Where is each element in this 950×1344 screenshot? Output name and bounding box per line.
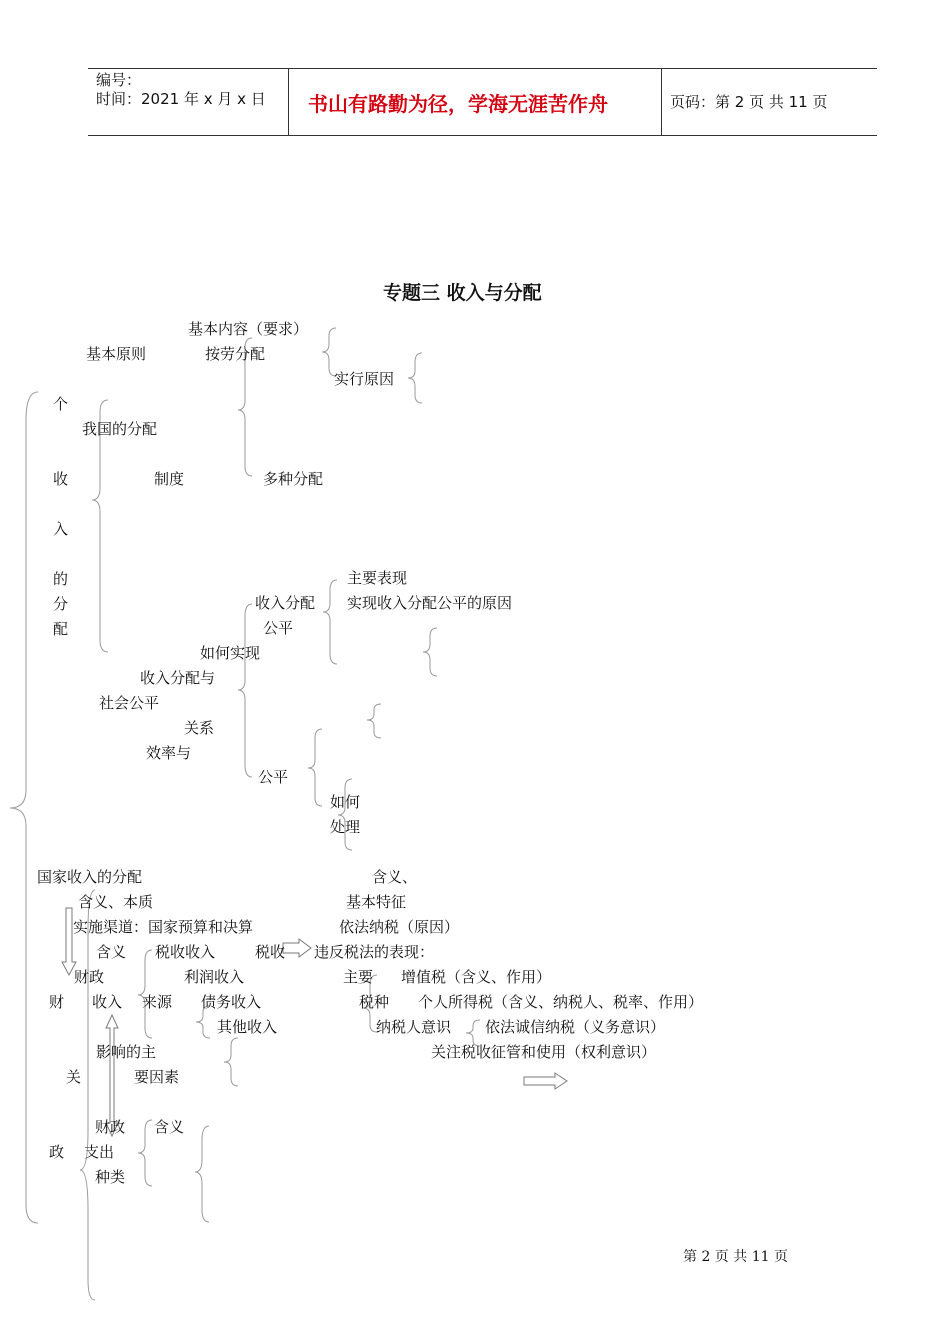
tax-meaning: 含义、 — [372, 868, 418, 886]
supervise: 关注税收征管和使用（权利意识） — [431, 1043, 657, 1061]
system-line1: 我国的分配 — [82, 420, 158, 438]
motto: 书山有路勤为径，学海无涯苦作舟 — [308, 92, 608, 116]
efficiency: 效率与 — [146, 744, 192, 762]
handle-line1: 如何 — [330, 793, 361, 811]
page-title: 专题三 收入与分配 — [383, 282, 542, 304]
vertical-label-char: 配 — [53, 620, 69, 638]
vertical-label-char: 个 — [53, 395, 69, 413]
basic-content: 基本内容（要求） — [188, 320, 309, 338]
meaning-essence: 含义、本质 — [78, 893, 154, 911]
other-income: 其他收入 — [217, 1018, 278, 1036]
honest-tax: 依法诚信纳税（义务意识） — [485, 1018, 666, 1036]
national-income: 国家收入的分配 — [37, 868, 143, 886]
income: 收入 — [92, 993, 123, 1011]
fair2: 公平 — [258, 768, 289, 786]
factor-line2: 要因素 — [134, 1068, 180, 1086]
multiple-distribution: 多种分配 — [263, 470, 324, 488]
relation-line2: 社会公平 — [99, 694, 160, 712]
vertical-label-char: 收 — [53, 470, 69, 488]
relation: 关系 — [184, 719, 215, 737]
fiscal-expenditure-label: 财政 — [95, 1118, 126, 1136]
meaning: 含义 — [96, 943, 127, 961]
major: 主要 — [343, 968, 374, 986]
guan-char: 关 — [66, 1068, 82, 1086]
cai-char: 财 — [49, 993, 65, 1011]
vertical-label-char: 的 — [53, 570, 69, 588]
fair-line1: 收入分配 — [255, 594, 316, 612]
types: 种类 — [95, 1168, 126, 1186]
tax-violation: 违反税法的表现： — [314, 943, 435, 961]
serial-label: 编号： — [96, 71, 142, 89]
meaning2: 含义 — [154, 1118, 185, 1136]
vertical-label-char: 入 — [53, 520, 69, 538]
zheng-char: 政 — [49, 1143, 65, 1161]
profit-income: 利润收入 — [184, 968, 245, 986]
expenditure: 支出 — [84, 1143, 115, 1161]
channel: 实施渠道：国家预算和决算 — [73, 918, 254, 936]
taxpayer: 纳税人意识 — [376, 1018, 452, 1036]
handle-line2: 处理 — [330, 818, 361, 836]
tax-features: 基本特征 — [346, 893, 407, 911]
vat: 增值税（含义、作用） — [401, 968, 552, 986]
tax-lawful: 依法纳税（原因） — [339, 918, 460, 936]
page-footer: 第 2 页 共 11 页 — [683, 1249, 788, 1265]
main-performance: 主要表现 — [347, 569, 408, 587]
income-tax: 个人所得税（含义、纳税人、税率、作用） — [418, 993, 704, 1011]
tax-income: 税收收入 — [155, 943, 216, 961]
finance: 财政 — [74, 968, 105, 986]
fair-reason: 实现收入分配公平的原因 — [347, 594, 513, 612]
reason: 实行原因 — [334, 370, 395, 388]
relation-line1: 收入分配与 — [140, 669, 216, 687]
factor-line1: 影响的主 — [96, 1043, 157, 1061]
time-label: 时间：2021 年 x 月 x 日 — [96, 90, 266, 108]
fair-line2: 公平 — [263, 619, 294, 637]
vertical-label-char: 分 — [53, 595, 69, 613]
system-line2: 制度 — [154, 470, 185, 488]
basic-principle: 基本原则 — [86, 345, 147, 363]
debt-income: 债务收入 — [201, 993, 262, 1011]
tax: 税收 — [255, 943, 286, 961]
page-info: 页码：第 2 页 共 11 页 — [670, 93, 828, 111]
by-labor: 按劳分配 — [205, 345, 266, 363]
how-realize: 如何实现 — [200, 644, 261, 662]
tax-kind: 税种 — [359, 993, 390, 1011]
source: 来源 — [142, 993, 173, 1011]
